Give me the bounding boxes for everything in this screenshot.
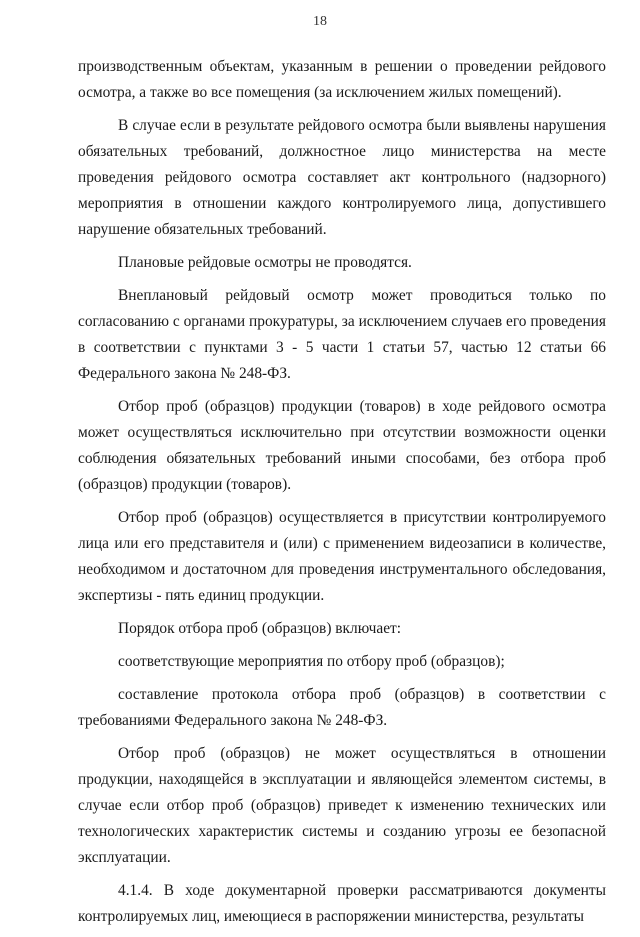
paragraph-6: Отбор проб (образцов) осуществляется в присутствии контролируемого лица или его представителя и (или) с применением видеозаписи в количестве, необходимом и достаточном для проведения инструментального обследования, экспертизы - пять единиц продукции. — [78, 509, 606, 604]
paragraph-2: В случае если в результате рейдового осмотра были выявлены нарушения обязательных требований, должностное лицо министерства на месте проведения рейдового осмотра составляет акт контрольного (надзорного) мероприятия в отношении каждого контролируемого лица, допустившего нарушение обязательных требований. — [78, 117, 606, 238]
paragraph-10: Отбор проб (образцов) не может осуществляться в отношении продукции, находящейся в эксплуатации и являющейся элементом системы, в случае если отбор проб (образцов) приведет к изменению технических или технологических характеристик системы и созданию угрозы ее безопасной эксплуатации. — [78, 745, 606, 866]
paragraph-5: Отбор проб (образцов) продукции (товаров) в ходе рейдового осмотра может осуществляться исключительно при отсутствии возможности оценки соблюдения обязательных требований иными способами, без отбора проб (образцов) продукции (товаров). — [78, 398, 606, 493]
paragraph-9: составление протокола отбора проб (образцов) в соответствии с требованиями Федерального закона № 248-ФЗ. — [78, 686, 606, 729]
page-number: 18 — [313, 14, 327, 29]
paragraph-4: Внеплановый рейдовый осмотр может проводиться только по согласованию с органами прокуратуры, за исключением случаев его проведения в соответствии с пунктами 3 - 5 части 1 статьи 57, частью 12 статьи 66 Федерального закона № 248-ФЗ. — [78, 287, 606, 382]
paragraph-1: производственным объектам, указанным в решении о проведении рейдового осмотра, а также во все помещения (за исключением жилых помещений). — [78, 58, 606, 101]
document-body — [78, 54, 606, 937]
paragraph-11: 4.1.4. В ходе документарной проверки рассматриваются документы контролируемых лиц, имеющиеся в распоряжении министерства, результаты — [78, 882, 606, 925]
paragraph-7: Порядок отбора проб (образцов) включает: — [118, 620, 402, 637]
paragraph-8: соответствующие мероприятия по отбору проб (образцов); — [118, 653, 505, 670]
paragraph-3: Плановые рейдовые осмотры не проводятся. — [118, 254, 412, 271]
